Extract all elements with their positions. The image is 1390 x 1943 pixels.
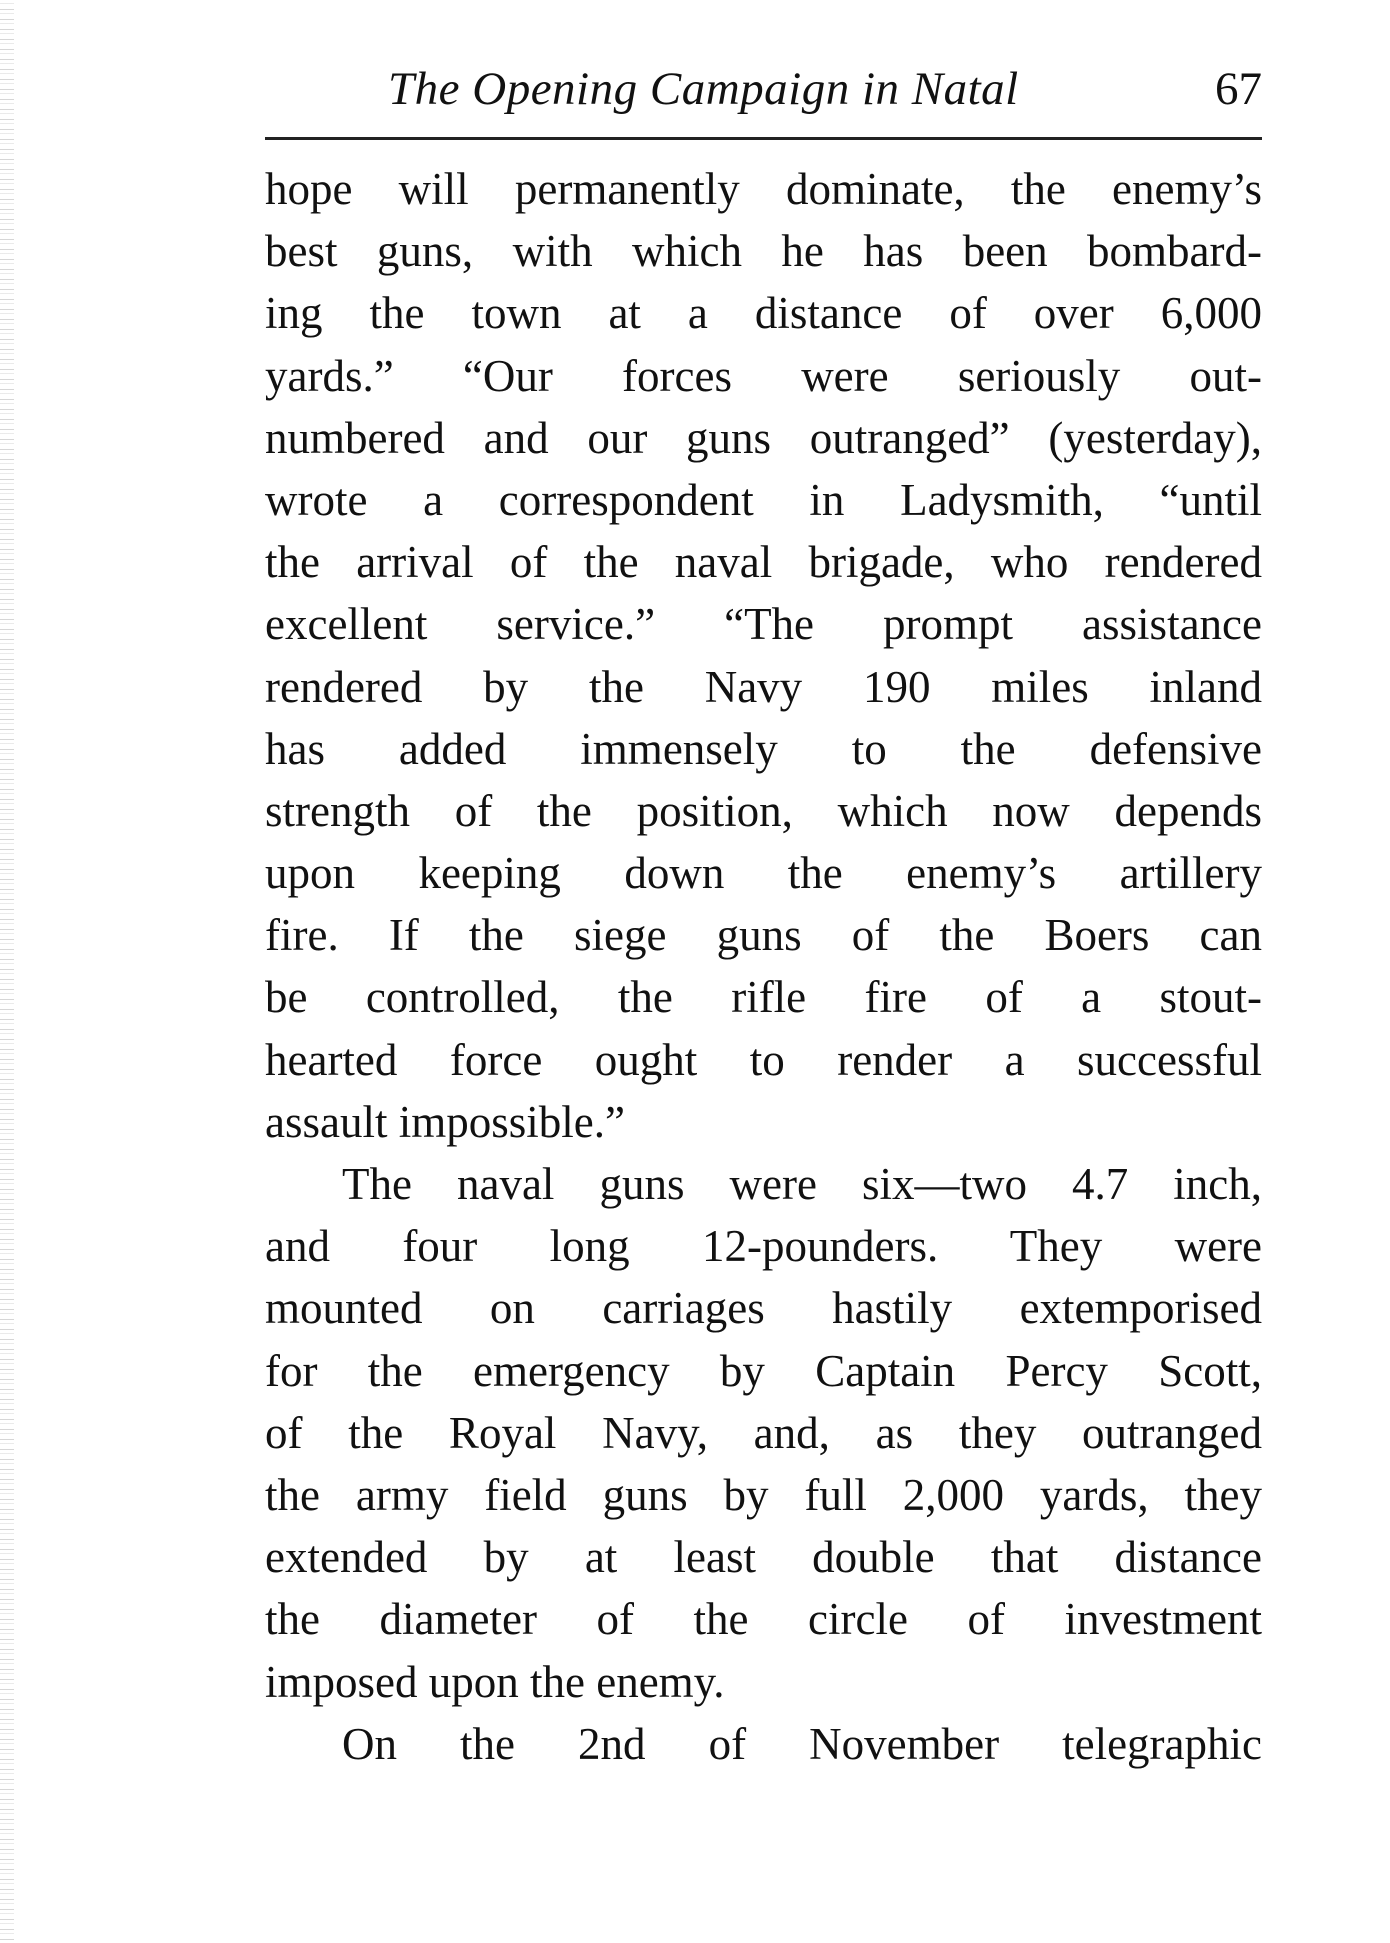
text-line: assault impossible.”	[265, 1096, 625, 1147]
text-line: On the 2nd of November telegraphic	[342, 1718, 1262, 1769]
text-line: extended by at least double that distance	[265, 1532, 1262, 1583]
text-line: the army field guns by full 2,000 yards, they	[265, 1469, 1262, 1520]
page-number: 67	[1215, 63, 1262, 115]
text-line: and four long 12-pounders. They were	[265, 1221, 1262, 1272]
text-line: be controlled, the rifle fire of a stout-	[265, 972, 1262, 1023]
text-line: excellent service.” “The prompt assistance	[265, 599, 1262, 650]
text-line: hearted force ought to render a successful	[265, 1034, 1262, 1085]
page-edge-scan-noise	[0, 0, 14, 1943]
text-line: yards.” “Our forces were seriously out-	[265, 350, 1262, 401]
text-line: rendered by the Navy 190 miles inland	[265, 661, 1262, 712]
text-line: hope will permanently dominate, the enemy’s	[265, 164, 1262, 214]
text-line: the arrival of the naval brigade, who rendered	[265, 537, 1262, 588]
running-header	[388, 62, 1262, 122]
text-line: for the emergency by Captain Percy Scott,	[265, 1345, 1262, 1396]
text-line: of the Royal Navy, and, as they outranged	[265, 1407, 1262, 1458]
text-line: best guns, with which he has been bombard-	[265, 226, 1262, 277]
text-line: imposed upon the enemy.	[265, 1656, 725, 1707]
running-title: The Opening Campaign in Natal	[388, 63, 1019, 115]
text-line: The naval guns were six—two 4.7 inch,	[342, 1159, 1262, 1209]
text-line: mounted on carriages hastily extemporised	[265, 1283, 1262, 1334]
text-line: upon keeping down the enemy’s artillery	[265, 848, 1262, 899]
text-line: numbered and our guns outranged” (yesterday),	[265, 412, 1262, 463]
text-line: wrote a correspondent in Ladysmith, “until	[265, 474, 1262, 525]
text-line: the diameter of the circle of investment	[265, 1594, 1262, 1645]
text-line: has added immensely to the defensive	[265, 723, 1262, 774]
body-text	[265, 158, 1262, 1775]
text-line: ing the town at a distance of over 6,000	[265, 288, 1262, 339]
text-line: fire. If the siege guns of the Boers can	[265, 910, 1262, 961]
header-rule	[265, 137, 1262, 140]
text-line: strength of the position, which now depends	[265, 785, 1262, 836]
